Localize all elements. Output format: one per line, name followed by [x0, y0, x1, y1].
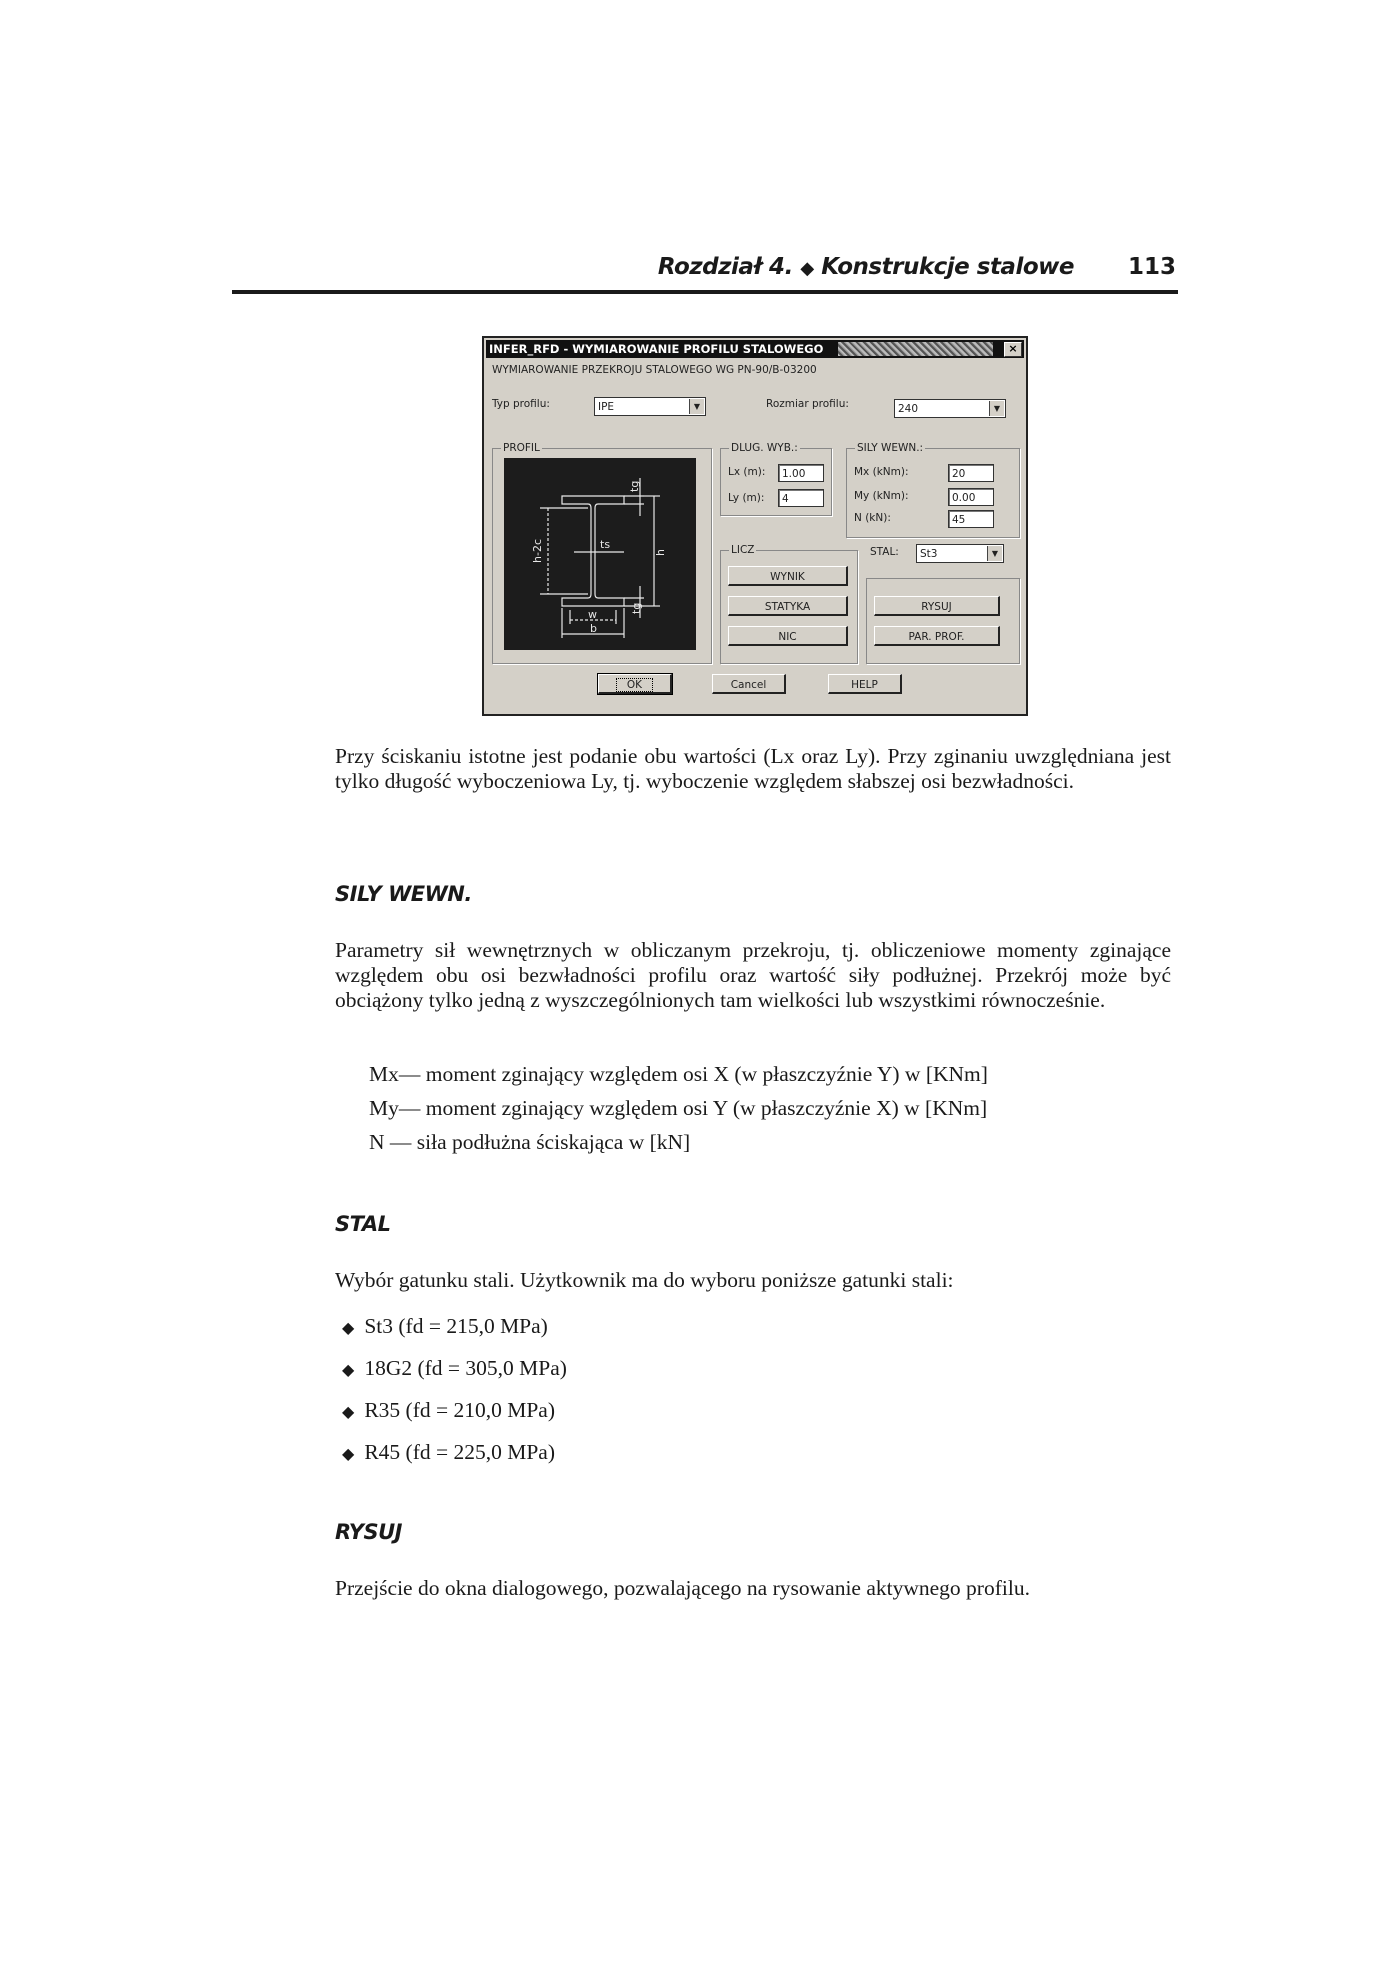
steel-grade-18g2: 18G2 (fd = 305,0 MPa) [364, 1356, 567, 1380]
steel-grade-r45: R45 (fd = 225,0 MPa) [364, 1440, 555, 1464]
steel-value: St3 [920, 548, 938, 560]
profile-dialog [482, 336, 1028, 716]
help-button[interactable]: HELP [828, 674, 902, 694]
paragraph-steel: Wybór gatunku stali. Użytkownik ma do wyboru poniższe gatunki stali: [335, 1268, 954, 1292]
forces-group-title: SILY WEWN.: [857, 442, 924, 454]
diagram-label-h: h [654, 549, 667, 556]
actions-group [866, 578, 1020, 664]
diagram-label-h2c: h-2c [531, 539, 544, 563]
par-prof-button[interactable]: PAR. PROF. [874, 626, 1000, 646]
paragraph-draw: Przejście do okna dialogowego, pozwalającego na rysowanie aktywnego profilu. [335, 1576, 1030, 1600]
close-button[interactable]: × [1004, 342, 1022, 357]
diagram-label-ts: ts [600, 538, 611, 551]
definition-my: My— moment zginający względem osi Y (w płaszczyźnie X) w [KNm] [369, 1096, 988, 1120]
diagram-label-b: b [590, 622, 597, 635]
profile-type-value: IPE [598, 401, 615, 413]
diamond-icon: ◆ [800, 258, 814, 279]
chapter-number: Rozdział 4. [657, 254, 793, 280]
diagram-label-tg-top: tg [628, 480, 641, 492]
my-label: My (kNm): [854, 490, 909, 502]
mx-label: Mx (kNm): [854, 466, 909, 478]
diagram-label-tg-bottom: tg [630, 602, 643, 614]
heading-rysuj: RYSUJ [335, 1520, 402, 1544]
ok-button[interactable] [598, 674, 672, 694]
diamond-bullet-icon: ◆ [342, 1362, 355, 1379]
list-item [342, 1440, 555, 1467]
n-input[interactable]: 45 [948, 510, 994, 528]
page-header [232, 254, 1178, 294]
cancel-button[interactable]: Cancel [712, 674, 786, 694]
list-item [342, 1356, 567, 1383]
paragraph-buckling: Przy ściskaniu istotne jest podanie obu wartości (Lx oraz Ly). Przy zginaniu uwzględniana jest tylko długość wyboczeniowa Ly, tj. wyboczenie względem słabszej osi bezwładności. [335, 744, 1171, 793]
lx-input[interactable]: 1.00 [778, 464, 824, 482]
chevron-down-icon[interactable]: ▼ [989, 401, 1004, 416]
profile-size-label: Rozmiar profilu: [766, 398, 849, 410]
mx-input[interactable]: 20 [948, 464, 994, 482]
definition-n: N — siła podłużna ściskająca w [kN] [369, 1130, 691, 1154]
profile-size-select[interactable] [894, 399, 1006, 418]
diamond-bullet-icon: ◆ [342, 1446, 355, 1463]
diamond-bullet-icon: ◆ [342, 1404, 355, 1421]
dialog-titlebar [486, 340, 1024, 358]
chevron-down-icon[interactable]: ▼ [987, 546, 1002, 561]
wynik-button[interactable]: WYNIK [728, 566, 848, 586]
nic-button[interactable]: NIC [728, 626, 848, 646]
calculate-group-title: LICZ [731, 544, 755, 556]
dialog-title: INFER_RFD - WYMIAROWANIE PROFILU STALOWEGO [489, 342, 824, 356]
diagram-label-w: w [588, 608, 597, 621]
steel-label: STAL: [870, 546, 899, 558]
steel-select[interactable] [916, 544, 1004, 563]
heading-stal: STAL [335, 1212, 391, 1236]
steel-grade-st3: St3 (fd = 215,0 MPa) [364, 1314, 548, 1338]
statyka-button[interactable]: STATYKA [728, 596, 848, 616]
profile-diagram [504, 458, 696, 650]
buckling-group-title: DLUG. WYB.: [731, 442, 798, 454]
i-beam-drawing [504, 458, 696, 650]
profile-group-title: PROFIL [503, 442, 540, 454]
n-label: N (kN): [854, 512, 891, 524]
ly-input[interactable]: 4 [778, 489, 824, 507]
steel-grade-r35: R35 (fd = 210,0 MPa) [364, 1398, 555, 1422]
profile-type-select[interactable] [594, 397, 706, 416]
list-item [342, 1314, 548, 1341]
chapter-title: Konstrukcje stalowe [821, 254, 1074, 280]
profile-type-label: Typ profilu: [492, 398, 550, 410]
list-item [342, 1398, 555, 1425]
titlebar-scan-noise [838, 342, 993, 356]
diamond-bullet-icon: ◆ [342, 1320, 355, 1337]
running-head [658, 254, 1074, 280]
my-input[interactable]: 0.00 [948, 488, 994, 506]
ok-button-label: OK [616, 678, 653, 692]
heading-sily-wewn: SILY WEWN. [335, 882, 472, 906]
definition-mx: Mx— moment zginający względem osi X (w płaszczyźnie Y) w [KNm] [369, 1062, 988, 1086]
ly-label: Ly (m): [728, 492, 765, 504]
chevron-down-icon[interactable]: ▼ [689, 399, 704, 414]
dialog-subtitle: WYMIAROWANIE PRZEKROJU STALOWEGO WG PN-90/B-03200 [492, 364, 817, 376]
rysuj-button[interactable]: RYSUJ [874, 596, 1000, 616]
profile-size-value: 240 [898, 403, 919, 415]
paragraph-internal-forces: Parametry sił wewnętrznych w obliczanym przekroju, tj. obliczeniowe momenty zginające względem obu osi bezwładności profilu oraz wartość siły podłużnej. Przekrój może być obciążony tylko jedną z wyszczególnionych tam wielkości lub wszystkimi równocześnie. [335, 938, 1171, 1012]
lx-label: Lx (m): [728, 466, 766, 478]
page-number: 113 [1127, 254, 1176, 280]
